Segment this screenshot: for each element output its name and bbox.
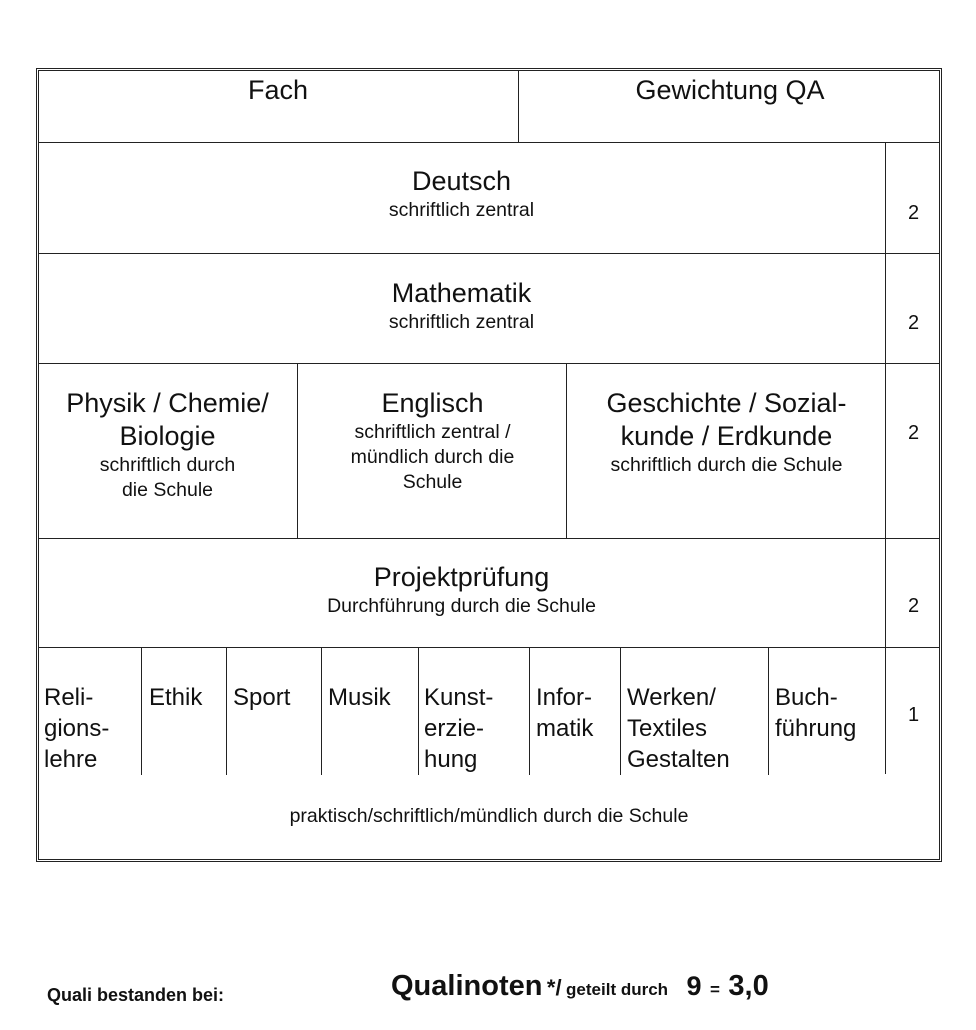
subject-note: Durchführung durch die Schule	[327, 595, 596, 617]
header-fach: Fach	[247, 75, 309, 105]
subject-note: schriftlich zentral	[388, 311, 535, 333]
row-divider	[38, 253, 940, 254]
column-divider	[297, 363, 298, 538]
subject-englisch	[299, 387, 566, 495]
column-divider	[620, 647, 621, 775]
subject-note: schriftlich zentral	[388, 199, 535, 221]
column-divider	[418, 647, 419, 775]
elective-kunsterziehung: Kunst- erzie- hung	[424, 684, 494, 773]
elective-sport: Sport	[233, 684, 291, 711]
row-divider	[38, 647, 940, 648]
subject-name: Geschichte / Sozial-	[606, 388, 847, 418]
column-divider	[518, 70, 519, 142]
subject-mathematik	[38, 277, 885, 335]
column-divider	[768, 647, 769, 775]
subject-gesellschaft	[568, 387, 885, 478]
divisor-value: 9	[686, 971, 702, 1001]
equals-sign: =	[710, 980, 720, 999]
footer-label: Quali bestanden bei:	[47, 985, 225, 1005]
subject-naturwissenschaften	[38, 387, 297, 503]
subject-name: Physik / Chemie/	[66, 388, 269, 418]
weight-deutsch: 2	[907, 202, 920, 224]
weight-mathematik: 2	[907, 312, 920, 334]
subject-projektpruefung	[38, 561, 885, 619]
elective-werken: Werken/ Textiles Gestalten	[627, 684, 730, 773]
column-divider	[529, 647, 530, 775]
weight-projekt: 2	[907, 595, 920, 617]
qualinoten-label: Qualinoten	[391, 970, 543, 1002]
subject-note: mündlich durch die	[350, 446, 515, 468]
subject-name: Deutsch	[411, 166, 512, 196]
weight-electives: 1	[907, 704, 920, 726]
subject-deutsch	[38, 165, 885, 223]
row-divider	[38, 142, 940, 143]
subject-name: kunde / Erdkunde	[620, 421, 833, 451]
elective-ethik: Ethik	[149, 684, 203, 711]
geteilt-label: geteilt durch	[566, 980, 669, 999]
elective-musik: Musik	[328, 684, 391, 711]
subject-name: Englisch	[381, 388, 484, 418]
elective-informatik: Infor- matik	[536, 684, 594, 742]
subject-name: Biologie	[119, 421, 216, 451]
weight-column-divider	[885, 142, 886, 774]
elective-buchfuehrung: Buch- führung	[775, 684, 857, 742]
column-divider	[226, 647, 227, 775]
subject-note: Schule	[402, 471, 463, 493]
footnote-marker: */	[546, 975, 562, 1000]
header-gewichtung: Gewichtung QA	[635, 75, 825, 105]
footer-formula	[391, 970, 769, 1003]
weight-group3: 2	[907, 422, 920, 444]
column-divider	[566, 363, 567, 538]
subject-name: Projektprüfung	[373, 562, 550, 592]
subject-note: die Schule	[121, 479, 214, 501]
electives-note: praktisch/schriftlich/mündlich durch die Schule	[289, 805, 689, 827]
subject-name: Mathematik	[391, 278, 532, 308]
subject-note: schriftlich durch	[99, 454, 236, 476]
subject-note: schriftlich zentral /	[354, 421, 511, 443]
result-value: 3,0	[728, 970, 769, 1002]
column-divider	[141, 647, 142, 775]
row-divider	[38, 538, 940, 539]
row-divider	[38, 363, 940, 364]
subject-note: schriftlich durch die Schule	[610, 454, 843, 476]
column-divider	[321, 647, 322, 775]
elective-religionslehre: Reli- gions- lehre	[44, 684, 110, 773]
